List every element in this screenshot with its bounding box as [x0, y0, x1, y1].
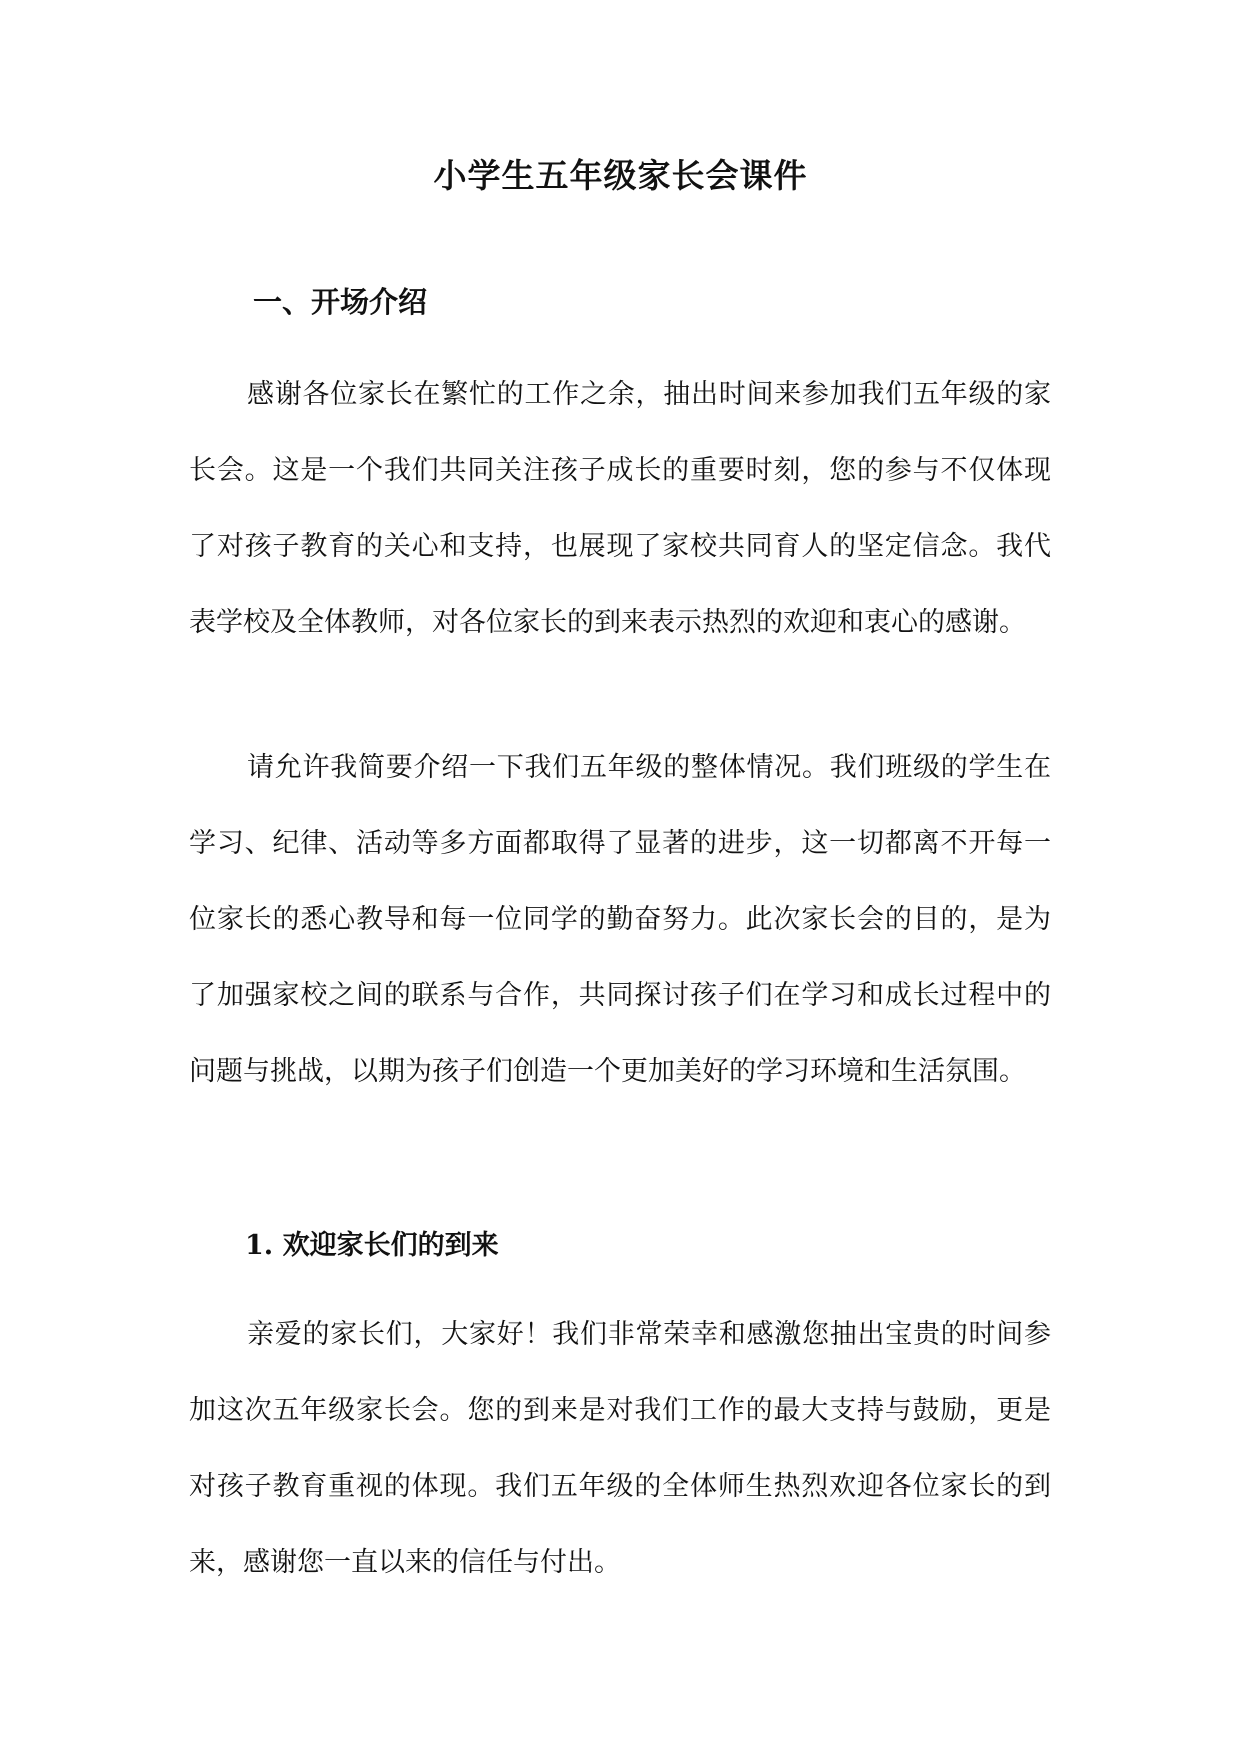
document-title: 小学生五年级家长会课件 [433, 156, 808, 195]
section-heading-opening: 一、开场介绍 [253, 285, 428, 319]
paragraph-thanks: 感谢各位家长在繁忙的工作之余，抽出时间来参加我们五年级的家长会。这是一个我们共同关注孩子成长的重要时刻，您的参与不仅体现了对孩子教育的关心和支持，也展现了家校共同育人的坚定信念。我代表学校及全体教师，对各位家长的到来表示热烈的欢迎和衷心的感谢。 [189, 379, 1051, 638]
subsection-heading-welcome: 1. 欢迎家长们的到来 [245, 1230, 499, 1261]
paragraph-overview: 请允许我简要介绍一下我们五年级的整体情况。我们班级的学生在学习、纪律、活动等多方面都取得了显著的进步，这一切都离不开每一位家长的悉心教导和每一位同学的勤奋努力。此次家长会的目的，是为了加强家校之间的联系与合作，共同探讨孩子们在学习和成长过程中的问题与挑战，以期为孩子们创造一个更加美好的学习环境和生活氛围。 [189, 752, 1051, 1087]
paragraph-welcome: 亲爱的家长们，大家好！我们非常荣幸和感激您抽出宝贵的时间参加这次五年级家长会。您的到来是对我们工作的最大支持与鼓励，更是对孩子教育重视的体现。我们五年级的全体师生热烈欢迎各位家长的到来，感谢您一直以来的信任与付出。 [189, 1319, 1051, 1578]
